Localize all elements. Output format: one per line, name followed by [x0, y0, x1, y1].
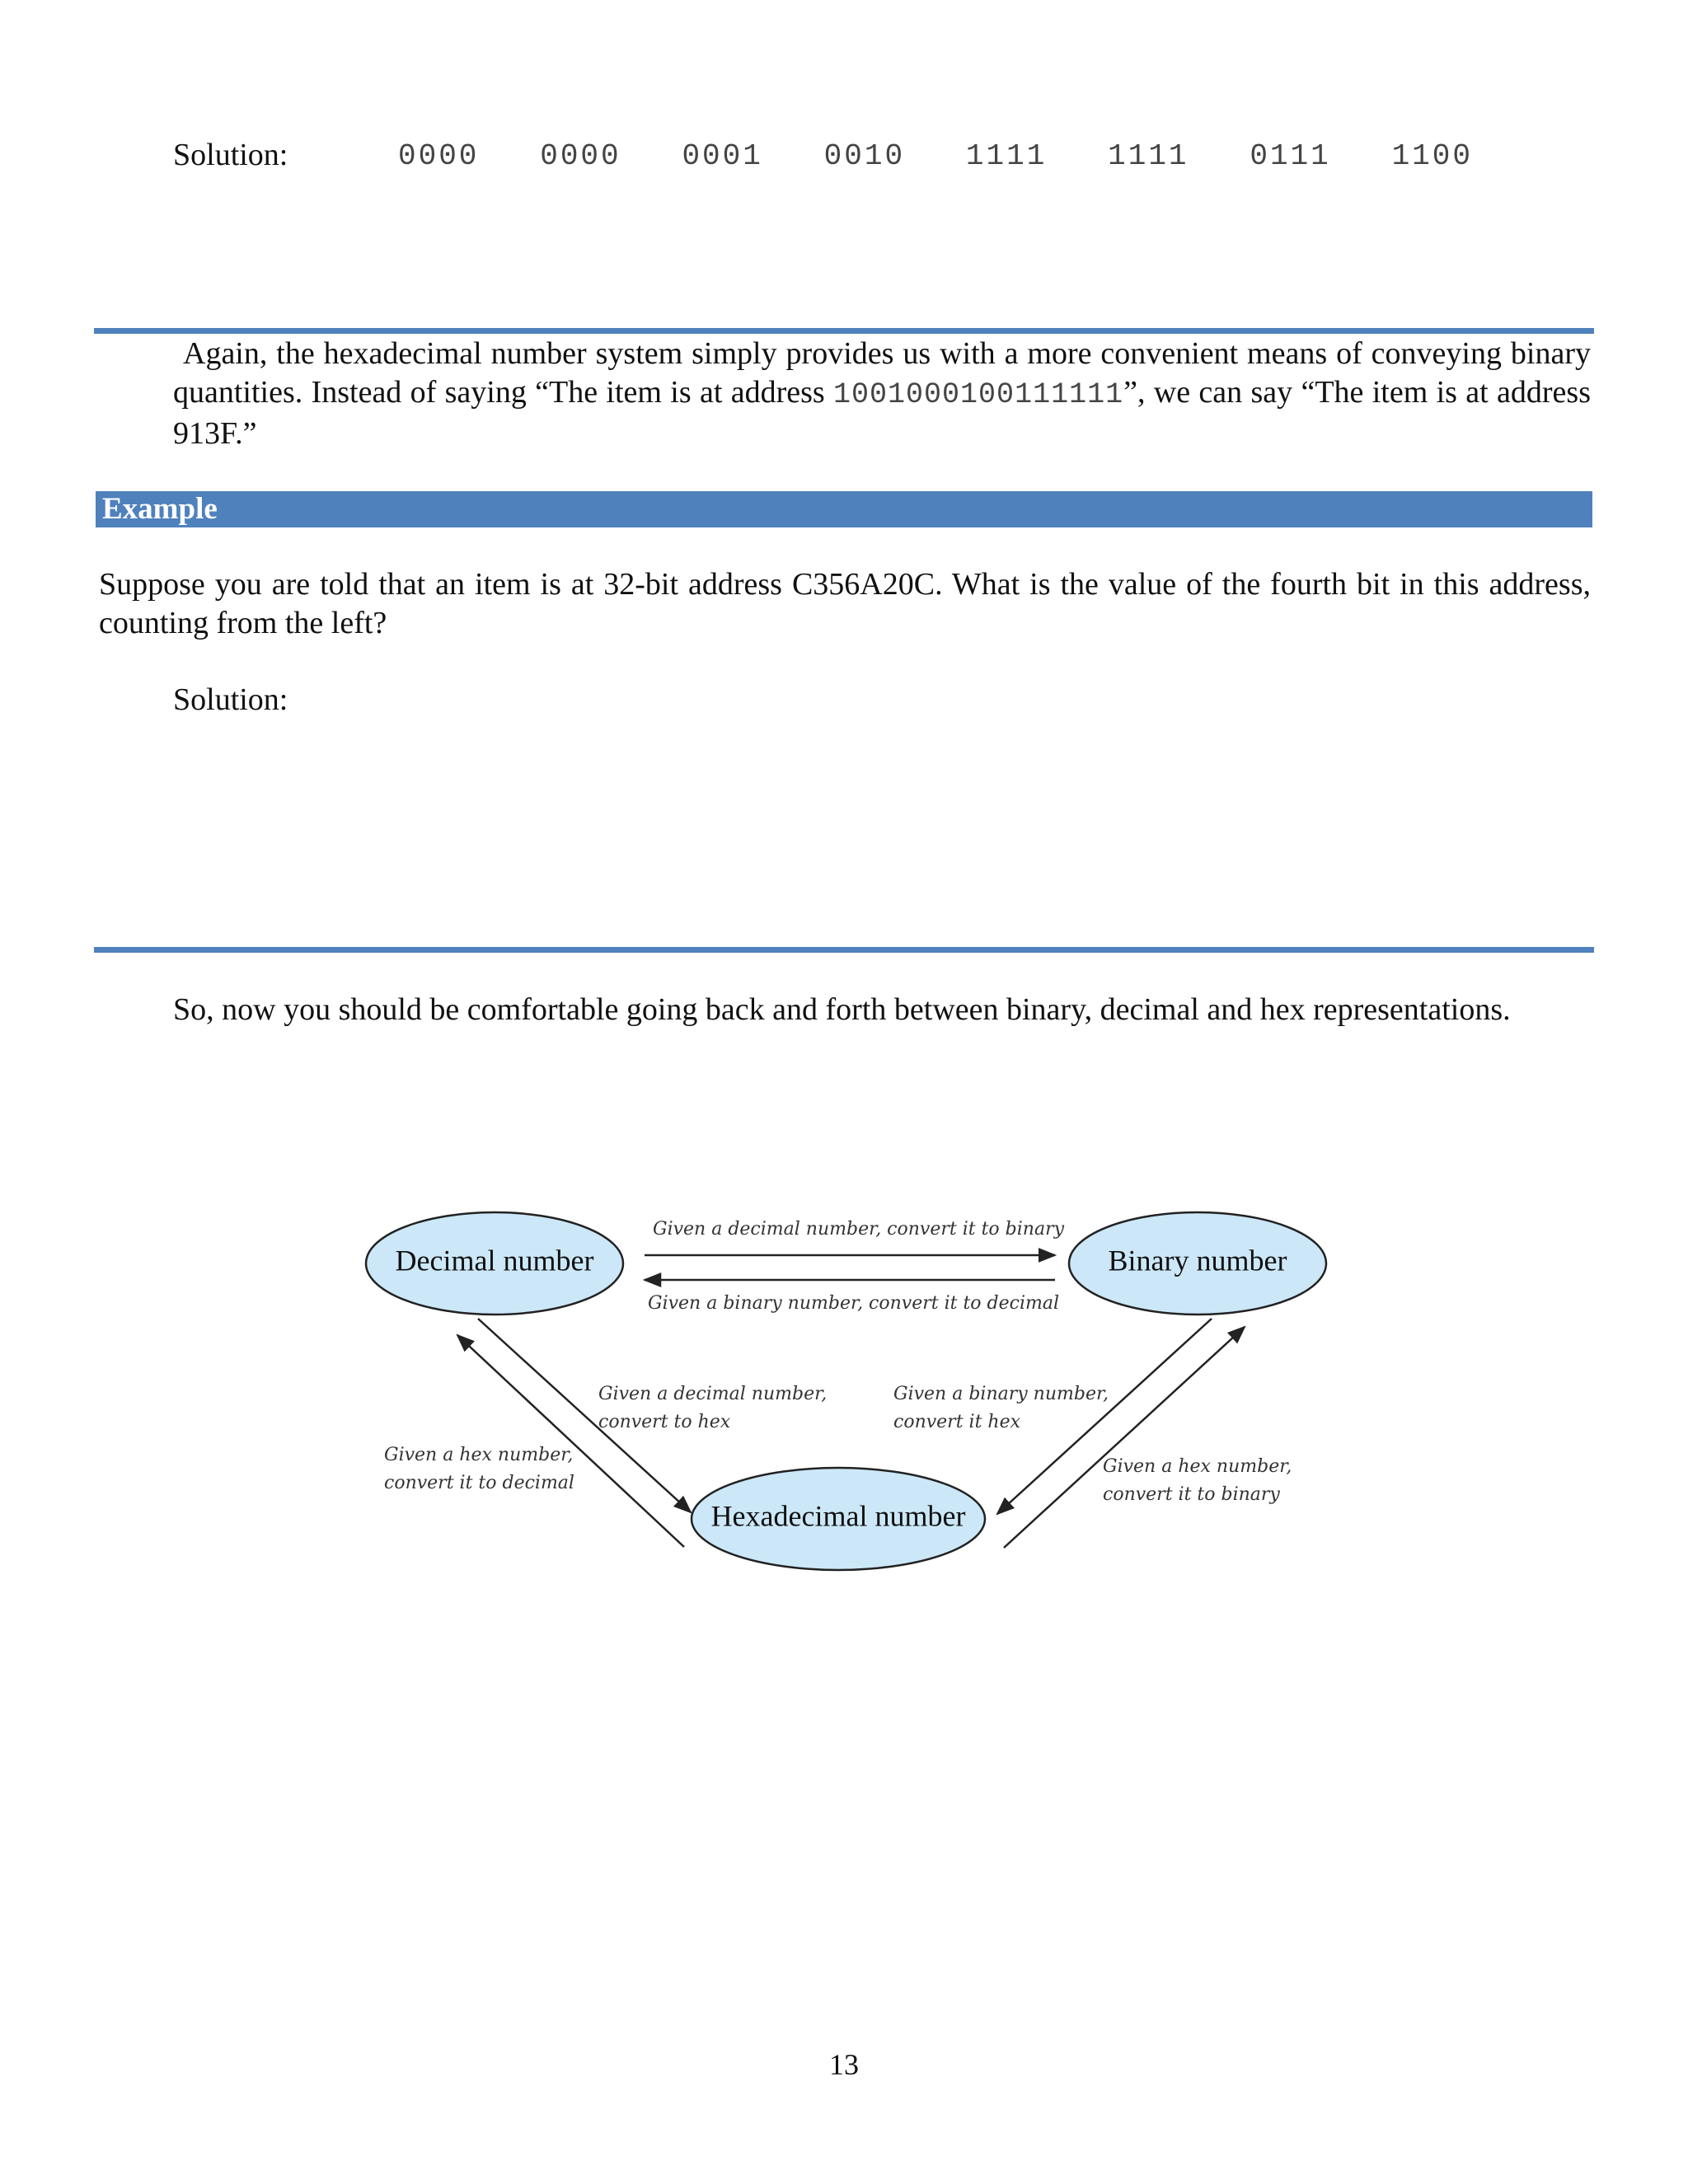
example-question: Suppose you are told that an item is at 32-bit address C356A20C. What is the value of the fourth bit in this address, counting from the left?: [99, 567, 1591, 640]
arrow-hex-to-bin: [1004, 1327, 1245, 1548]
paragraph-text-start: Again, the hexadecimal number system simply provides us with a more convenient means of conveying binary quantities. Instead of saying “The item is at address: [173, 336, 1591, 410]
label-hex-to-dec-line2: convert it to decimal: [384, 1473, 574, 1493]
label-dec-to-hex-line1: Given a decimal number,: [598, 1384, 828, 1404]
paragraph-text-end: ”, we can say “The item is at address 913F.”: [173, 375, 1591, 451]
paragraph-summary: So, now you should be comfortable going back and forth between binary, decimal and hex representations.: [173, 992, 1511, 1027]
example-header-bar: [96, 491, 1592, 527]
arrow-hex-to-dec: [457, 1335, 684, 1547]
label-dec-to-bin: Given a decimal number, convert it to binary: [653, 1219, 1065, 1240]
label-hex-to-dec-line1: Given a hex number,: [384, 1445, 574, 1465]
hex-node-label: Hexadecimal number: [710, 1499, 966, 1533]
page-number: 13: [829, 2048, 859, 2081]
example-solution-label: Solution:: [173, 682, 288, 717]
label-bin-to-hex-line1: Given a binary number,: [893, 1384, 1109, 1404]
hex-node: [692, 1468, 985, 1570]
decimal-node: [366, 1212, 623, 1315]
solution-bits: 0000 0000 0001 0010 1111 1111 0111 1100: [398, 139, 1473, 173]
binary-address-code: 1001000100111111: [833, 378, 1124, 411]
example-label: Example: [102, 492, 218, 526]
top-solution: [173, 136, 1492, 185]
paragraph-hex-convenience: [173, 335, 1591, 453]
section-rule: [94, 947, 1594, 953]
label-hex-to-bin-line2: convert it to binary: [1103, 1484, 1280, 1505]
binary-node-label: Binary number: [1108, 1244, 1287, 1277]
label-dec-to-hex-line2: convert to hex: [598, 1412, 731, 1432]
label-hex-to-bin-line1: Given a hex number,: [1103, 1456, 1292, 1477]
number-conversion-diagram: [346, 1187, 1335, 1582]
label-bin-to-dec: Given a binary number, convert it to decimal: [648, 1293, 1060, 1314]
decimal-node-label: Decimal number: [395, 1244, 594, 1277]
solution-label: Solution:: [173, 138, 288, 172]
section-rule: [94, 328, 1594, 334]
label-bin-to-hex-line2: convert it hex: [893, 1412, 1020, 1432]
binary-node: [1069, 1212, 1326, 1315]
